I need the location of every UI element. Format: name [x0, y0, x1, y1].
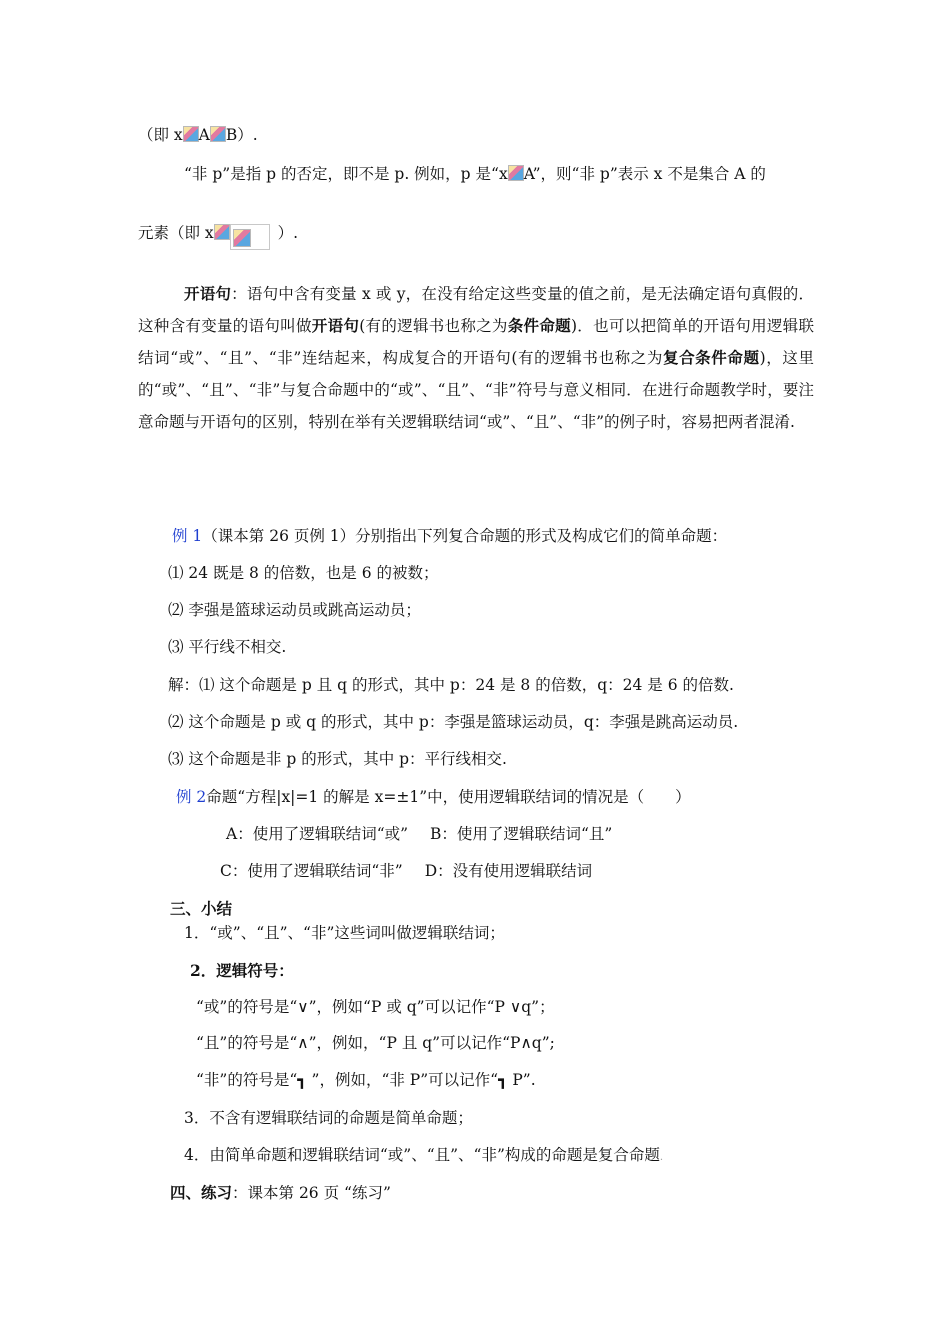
term-compound-conditional-proposition: 复合条件命题 — [662, 348, 760, 367]
text: （即 x — [138, 126, 183, 144]
summary-point-2: 2．逻辑符号： — [190, 961, 294, 980]
practice-heading: 四、练习 — [170, 1183, 233, 1202]
option-a: A：使用了逻辑联结词“或” — [226, 825, 409, 843]
summary-point-3: 3．不含有逻辑联结词的命题是简单命题； — [184, 1109, 473, 1127]
example1-item-1: ⑴ 24 既是 8 的倍数，也是 6 的被数； — [168, 564, 439, 582]
element-of-symbol-image-icon — [508, 165, 524, 181]
text: “非 p”是指 p 的否定，即不是 p. 例如，p 是“x — [184, 165, 508, 183]
text: )，这里的“或”、“且”、“非”与复合命题中的“或”、“且”、“非”符号与意义相同．在进行命题教学时，要注意命题与开语句的区别，特别在举有关逻辑联结词“或”、“且”、“非”的例子时，容易把两者混淆. — [138, 349, 814, 431]
text: )．也可以把简单的开语句用逻辑联结词“或”、“且”、“非”连结起来，构成复合的开语句(有的逻辑书也称之为 — [138, 317, 814, 367]
text: ：语句中含有变量 x 或 y，在没有给定这些变量的值之前，是无法确定语句真假的．这种含有变量的语句叫做 — [138, 285, 814, 335]
text: B）. — [225, 126, 258, 144]
option-b: B：使用了逻辑联结词“且” — [430, 825, 613, 843]
paragraph-mark: . — [659, 1152, 664, 1163]
open-sentence-paragraph — [138, 278, 814, 438]
example2-options-cd — [220, 860, 592, 882]
option-d: D：没有使用逻辑联结词 — [424, 862, 593, 880]
example1-prompt — [172, 525, 727, 547]
example2-options-ab — [226, 823, 612, 845]
summary-heading: 三、小结 — [170, 899, 233, 918]
element-of-symbol-image-icon — [183, 126, 199, 142]
term-open-sentence: 开语句 — [311, 316, 360, 335]
summary-point-1: 1．“或”、“且”、“非”这些词叫做逻辑联结词； — [184, 924, 505, 942]
text: （课本第 26 页例 1）分别指出下列复合命题的形式及构成它们的简单命题： — [202, 527, 728, 545]
example-label: 例 1 — [172, 527, 203, 545]
example1-item-3: ⑶ 平行线不相交. — [168, 638, 287, 656]
example1-solution-3: ⑶ 这个命题是非 p 的形式，其中 p：平行线相交. — [168, 750, 507, 768]
example1-solution-1: 解：⑴ 这个命题是 p 且 q 的形式，其中 p：24 是 8 的倍数，q：24 是 6 的倍数. — [168, 676, 734, 694]
intro-line-1 — [138, 124, 258, 146]
option-c: C：使用了逻辑联结词“非” — [220, 862, 403, 880]
text: 元素（即 x — [138, 224, 214, 242]
term-open-sentence: 开语句 — [184, 284, 232, 303]
symbol-not-line: “非”的符号是“┓ ”，例如，“非 P”可以记作“┓ P”. — [196, 1071, 536, 1089]
symbol-and-line: “且”的符号是“∧”，例如，“P 且 q”可以记作“P∧q”; — [196, 1034, 555, 1052]
text: A — [198, 126, 210, 144]
symbol-or-line: “或”的符号是“∨”，例如“P 或 q”可以记作“P ∨q”； — [196, 998, 555, 1016]
text: 命题“方程|x|=1 的解是 x=±1”中，使用逻辑联结词的情况是（ ） — [206, 788, 691, 806]
example-label: 例 2 — [176, 788, 207, 806]
not-element-symbol-image-icon — [214, 224, 230, 240]
text: A”，则“非 p”表示 x 不是集合 A 的 — [523, 165, 766, 183]
example2-prompt — [176, 786, 691, 808]
text: 4．由简单命题和逻辑联结词“或”、“且”、“非”构成的命题是复合命题 — [184, 1146, 660, 1164]
text: ：课本第 26 页 “练习” — [232, 1184, 391, 1202]
union-symbol-image-icon — [210, 126, 226, 142]
summary-point-4 — [184, 1144, 663, 1169]
image-placeholder-icon — [233, 229, 251, 247]
example1-item-2: ⑵ 李强是篮球运动员或跳高运动员； — [168, 601, 421, 619]
term-conditional-proposition: 条件命题 — [507, 316, 571, 335]
text: (有的逻辑书也称之为 — [359, 317, 508, 335]
set-expression-image-icon — [230, 224, 270, 250]
text: ）. — [277, 224, 299, 242]
example1-solution-2: ⑵ 这个命题是 p 或 q 的形式，其中 p：李强是篮球运动员，q：李强是跳高运动员. — [168, 713, 739, 731]
intro-line-3 — [138, 222, 298, 250]
intro-line-2 — [184, 163, 766, 185]
practice-line — [170, 1182, 391, 1204]
